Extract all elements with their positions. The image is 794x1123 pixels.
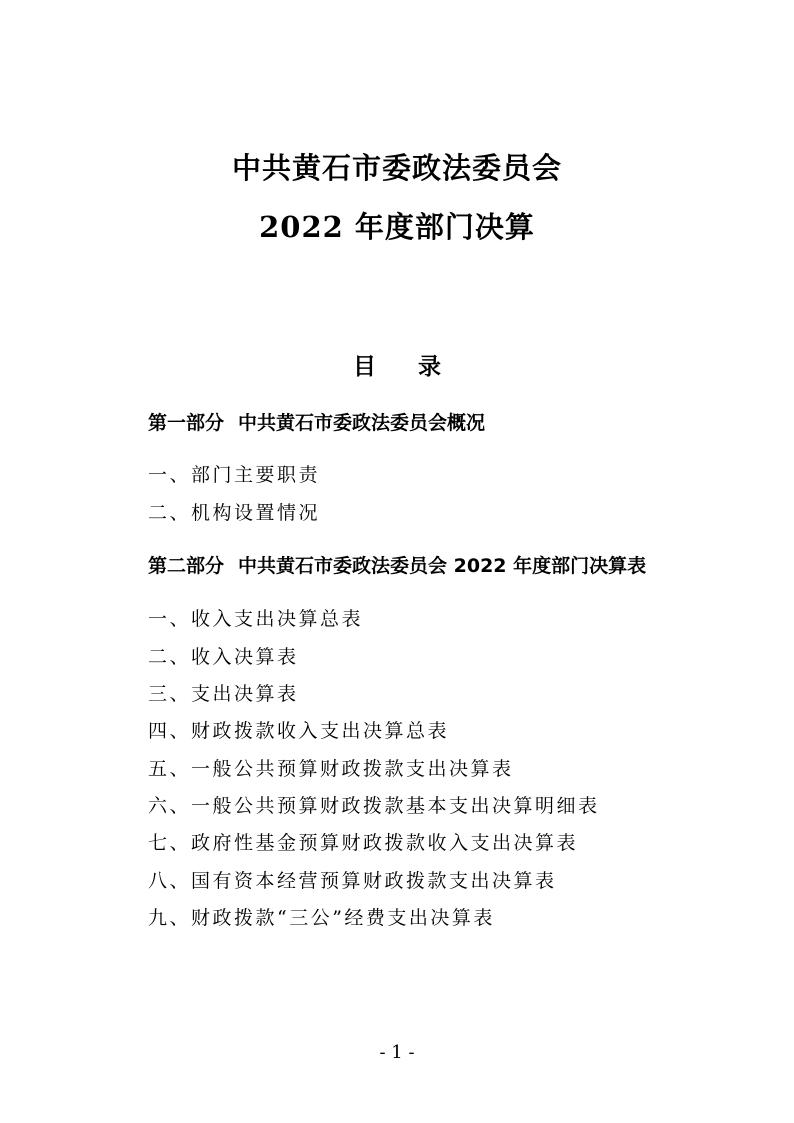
toc-part-label: 第二部分 [148, 555, 225, 577]
toc-item: 七、政府性基金预算财政拨款收入支出决算表 [148, 832, 579, 854]
toc-item: 五、一般公共预算财政拨款支出决算表 [148, 758, 514, 780]
toc-item: 三、支出决算表 [148, 683, 299, 705]
toc-part-1-heading [148, 410, 485, 436]
toc-item: 一、部门主要职责 [148, 464, 321, 486]
toc-heading-char2: 录 [418, 354, 441, 380]
toc-heading [0, 351, 794, 383]
document-title-line1: 中共黄石市委政法委员会 [231, 151, 562, 185]
toc-item: 九、财政拨款“三公”经费支出决算表 [148, 907, 495, 929]
toc-item: 一、收入支出决算总表 [148, 608, 364, 630]
document-title-line2: 2022 年度部门决算 [259, 210, 535, 244]
toc-part-label: 第一部分 [148, 412, 225, 434]
toc-item: 四、财政拨款收入支出决算总表 [148, 720, 450, 742]
toc-part-title: 中共黄石市委政法委员会概况 [238, 412, 486, 434]
toc-item: 八、国有资本经营预算财政拨款支出决算表 [148, 870, 557, 892]
toc-item: 二、收入决算表 [148, 646, 299, 668]
toc-part-title: 中共黄石市委政法委员会 2022 年度部门决算表 [238, 555, 647, 577]
toc-part-2-heading [148, 553, 646, 579]
toc-item: 二、机构设置情况 [148, 502, 321, 524]
page-number: - 1 - [379, 1042, 415, 1063]
toc-item: 六、一般公共预算财政拨款基本支出决算明细表 [148, 795, 600, 817]
toc-heading-char1: 目 [353, 354, 376, 380]
